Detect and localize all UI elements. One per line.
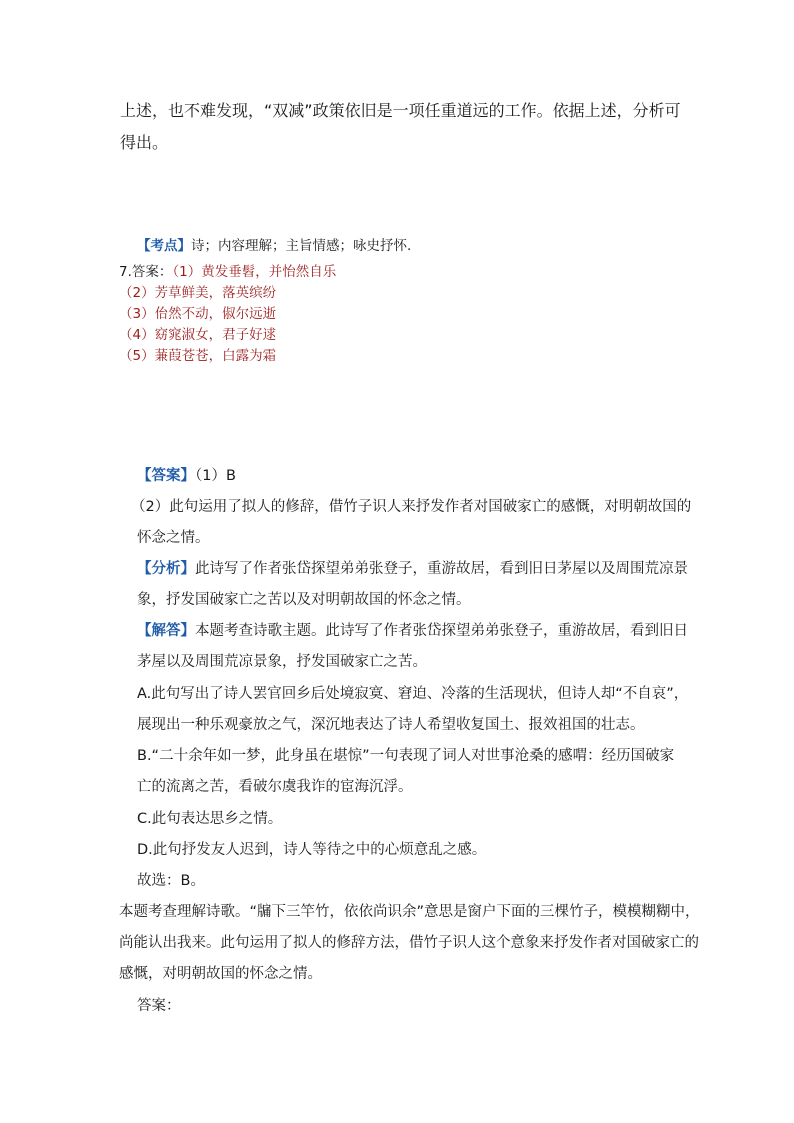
q7-line-1: [119, 262, 336, 283]
answer-tag: 【答案】: [137, 468, 195, 484]
option-a-line-1: A.此句写出了诗人罢官回乡后处境寂寞、窘迫、冷落的生活现状，但诗人却“不自哀”，: [137, 686, 689, 702]
option-b-line-2: 亡的流离之苦，看破尔虞我诈的宦海沉浮。: [137, 779, 413, 795]
kaodian-line: [137, 236, 411, 257]
option-d-line: D.此句抒发友人迟到，诗人等待之中的心烦意乱之感。: [137, 842, 487, 858]
option-b-line-1: B.“二十余年如一梦，此身虽在堪惊”一句表现了词人对世事沧桑的感喟：经历国破家: [137, 748, 675, 764]
solution-text-1: 本题考查诗歌主题。此诗写了作者张岱探望弟弟张登子，重游故居，看到旧日: [195, 623, 688, 639]
final-answer-label: 答案：: [137, 998, 181, 1014]
answer-part-2-line-2: 怀念之情。: [137, 530, 210, 546]
option-a-line-2: 展现出一种乐观豪放之气，深沉地表达了诗人希望收复国土、报效祖国的壮志。: [137, 717, 645, 733]
kaodian-text: 诗；内容理解；主旨情感；咏史抒怀.: [191, 238, 412, 254]
analysis-text-1: 此诗写了作者张岱探望弟弟张登子，重游故居，看到旧日茅屋以及周围荒凉景: [195, 561, 688, 577]
q7-item-3-num: （3）: [119, 306, 155, 322]
q7-item-3-text: 佁然不动，俶尔远逝: [154, 306, 277, 322]
option-c-line: C.此句表达思乡之情。: [137, 811, 283, 827]
q7-item-1-num: （1）: [172, 264, 202, 280]
q7-item-5-text: 蒹葭苍苍，白露为霜: [154, 348, 277, 364]
kaodian-tag: 【考点】: [137, 238, 191, 254]
q7-item-4-num: （4）: [119, 327, 155, 343]
answer-part-2-line-1: （2）此句运用了拟人的修辞，借竹子识人来抒发作者对国破家亡的感慨，对明朝故国的: [131, 499, 692, 515]
q7-line-5: [119, 346, 276, 367]
solution-line-2: 茅屋以及周围荒凉景象，抒发国破家亡之苦。: [137, 654, 427, 670]
q7-item-5-num: （5）: [119, 348, 155, 364]
q7-item-4-text: 窈窕淑女，君子好逑: [154, 327, 277, 343]
answer-line-1: [137, 461, 236, 492]
summary-line-1: 本题考查理解诗歌。“牖下三竿竹，依依尚识余”意思是窗户下面的三棵竹子，模模糊糊中，: [119, 904, 700, 920]
solution-line-1: [137, 616, 688, 647]
analysis-tag: 【分析】: [137, 561, 195, 577]
summary-line-3: 感慨，对明朝故国的怀念之情。: [119, 966, 322, 982]
solution-tag: 【解答】: [137, 623, 195, 639]
q7-line-3: [119, 304, 276, 325]
q7-line-4: [119, 325, 276, 346]
q7-line-2: [119, 283, 276, 304]
analysis-line-1: [137, 554, 688, 585]
q7-item-1-text: 黄发垂髫，并怡然自乐: [201, 264, 337, 280]
intro-line-1: 上述，也不难发现，“双减”政策依旧是一项任重道远的工作。依据上述，分析可: [120, 101, 681, 120]
summary-line-2: 尚能认出我来。此句运用了拟人的修辞方法，借竹子识人这个意象来抒发作者对国破家亡的: [119, 935, 699, 951]
q7-item-2-num: （2）: [119, 285, 155, 301]
answer-part-1: （1）B: [195, 468, 236, 484]
q7-label: 7.答案：: [119, 264, 173, 280]
choice-line: 故选：B。: [137, 873, 205, 889]
q7-item-2-text: 芳草鲜美，落英缤纷: [154, 285, 277, 301]
analysis-line-2: 象，抒发国破家亡之苦以及对明朝故国的怀念之情。: [137, 592, 471, 608]
intro-line-2: 得出。: [120, 133, 169, 152]
